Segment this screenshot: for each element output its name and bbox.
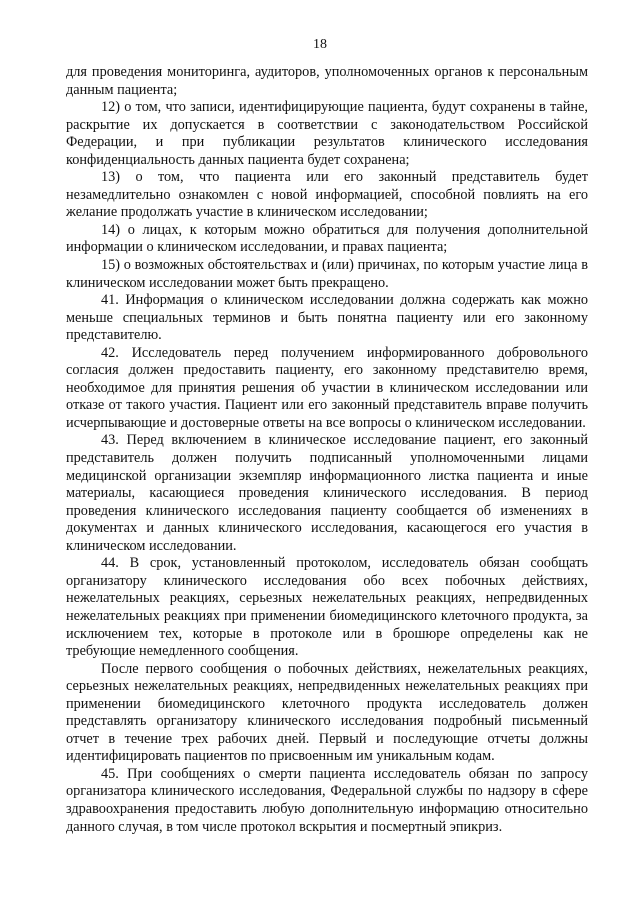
paragraph-item-12: 12) о том, что записи, идентифицирующие пациента, будут сохранены в тайне, раскрытие их допускается в соответствии с законодательством Российской Федерации, и при публикации результатов клинического исследования конфиденциальность данных пациента будет сохранена;: [66, 99, 588, 168]
paragraph-44: 44. В срок, установленный протоколом, исследователь обязан сообщать организатору клинического исследования обо всех побочных действиях, нежелательных реакциях, серьезных нежелательных реакциях, непредвиденных нежелательных реакциях при применении биомедицинского клеточного продукта, за исключением тех, которые в протоколе или в брошюре определены как не требующие немедленного сообщения.: [66, 555, 588, 660]
paragraph-44-followup: После первого сообщения о побочных действиях, нежелательных реакциях, серьезных нежелательных реакциях, непредвиденных нежелательных реакциях при применении биомедицинского клеточного продукта исследователь должен представлять организатору клинического исследования подробный письменный отчет в течение трех рабочих дней. Первый и последующие отчеты должны идентифицировать пациентов по присвоенным им уникальным кодам.: [66, 660, 588, 765]
paragraph-41: 41. Информация о клиническом исследовании должна содержать как можно меньше специальных терминов и быть понятна пациенту или его законному представителю.: [66, 292, 588, 344]
document-body: [66, 64, 588, 836]
paragraph-item-14: 14) о лицах, к которым можно обратиться для получения дополнительной информации о клиническом исследовании, и правах пациента;: [66, 221, 588, 256]
page-number: 18: [313, 37, 327, 52]
paragraph-item-15: 15) о возможных обстоятельствах и (или) причинах, по которым участие лица в клиническом исследовании может быть прекращено.: [66, 257, 588, 291]
paragraph-43: 43. Перед включением в клиническое исследование пациент, его законный представитель должен получить подписанный уполномоченными лицами медицинской организации экземпляр информационного листка пациента и иные материалы, касающиеся проведения клинического исследования. В период проведения клинического исследования пациенту сообщается об изменениях в документах и данных клинического исследования, касающегося его участия в клиническом исследовании.: [66, 432, 588, 554]
paragraph-42: 42. Исследователь перед получением информированного добровольного согласия должен предоставить пациенту, его законному представителю время, необходимое для принятия решения об участии в клиническом исследовании или отказе от такого участия. Пациент или его законный представитель вправе получить исчерпывающие и достоверные ответы на все вопросы о клиническом исследовании.: [66, 344, 588, 431]
paragraph-item-13: 13) о том, что пациента или его законный представитель будет незамедлительно ознакомлен с новой информацией, способной повлиять на его желание продолжать участие в клиническом исследовании;: [66, 169, 588, 221]
paragraph-45: 45. При сообщениях о смерти пациента исследователь обязан по запросу организатора клинического исследования, Федеральной службы по надзору в сфере здравоохранения предоставить любую дополнительную информацию относительно данного случая, в том числе протокол вскрытия и посмертный эпикриз.: [66, 765, 588, 835]
paragraph-continuation: для проведения мониторинга, аудиторов, уполномоченных органов к персональным данным пациента;: [66, 64, 588, 98]
